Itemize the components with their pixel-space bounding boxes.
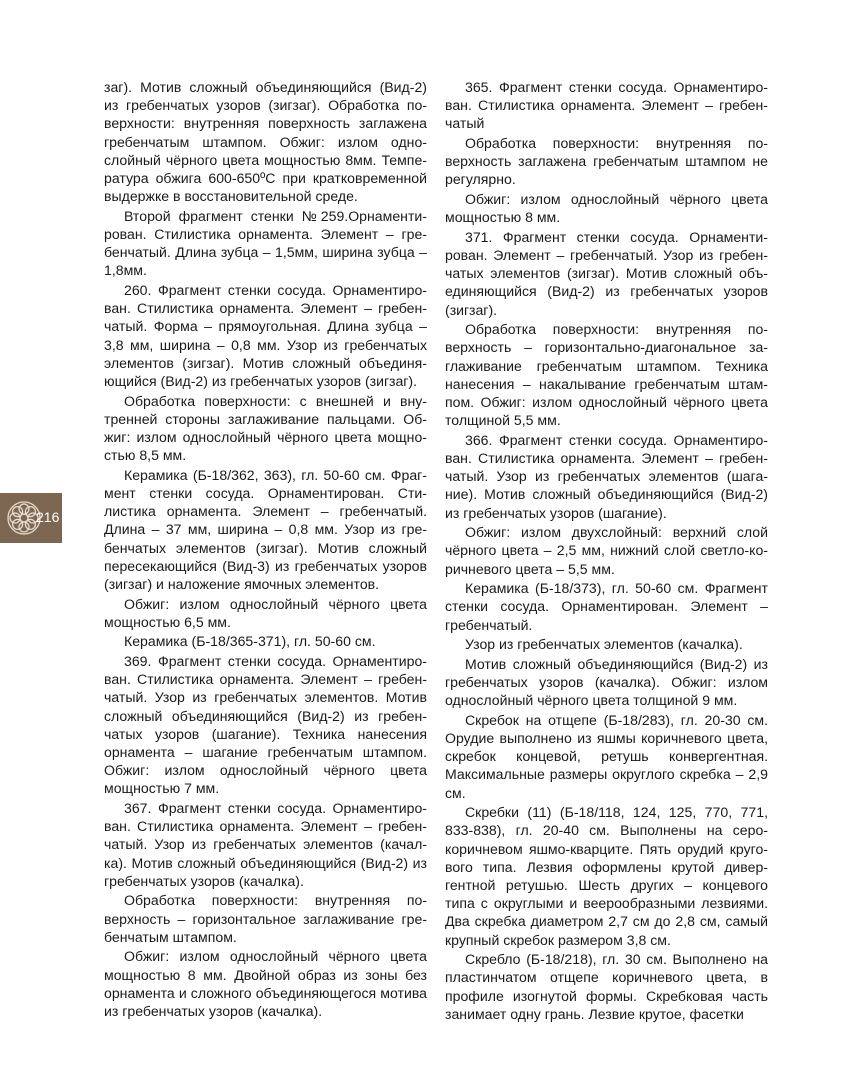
paragraph: Керамика (Б-18/362, 363), гл. 50-60 см. Фрагмент стенки сосуда. Орнаментирован. Стилистика орнамента. Элемент – гребенчатый. Длина – 37 мм, ширина – 0,8 мм. Узор из гребенчатых элементов (зигзаг). Мотив сложный пересекающийся (Вид-3) из гребенчатых узоров (зигзаг) и наложение ямочных элементов. [104, 466, 427, 593]
paragraph: 371. Фрагмент стенки сосуда. Орнаментирован. Элемент – гребенчатый. Узор из гребенчатых элементов (зигзаг). Мотив сложный объединяющийся (Вид-2) из гребенчатых узоров (зигзаг). [445, 228, 768, 318]
paragraph: 367. Фрагмент стенки сосуда. Орнаментирован. Стилистика орнамента. Элемент – гребенчатый. Узор из гребенчатых элементов (качалка). Мотив сложный объединяющийся (Вид-2) из гребенчатых узоров (качалка). [104, 800, 427, 889]
paragraph: 260. Фрагмент стенки сосуда. Орнаментирован. Стилистика орнамента. Элемент – гребенчатый. Форма – прямоугольная. Длина зубца – 3,8 мм, ширина – 0,8 мм. Узор из гребенчатых элементов (зигзаг). Мотив сложный объединяющийся (Вид-2) из гребенчатых узоров (зигзаг). [104, 282, 427, 390]
paragraph: Обработка поверхности: внутренняя поверхность – горизонтально-диагональное заглаживание гребенчатым штампом. Техника нанесения – накалывание гребенчатым штампом. Обжиг: излом однослойный чёрного цвета толщиной 5,5 мм. [445, 321, 768, 429]
paragraph: заг). Мотив сложный объединяющийся (Вид-2) из гребенчатых узоров (зигзаг). Обработка поверхности: внутренняя поверхность заглажена гребенчатым штампом. Обжиг: излом однослойный чёрного цвета мощностью 8мм. Температура обжига 600-650ºС при кратковременной выдержке в восстановительной среде. [104, 79, 427, 205]
paragraph: Обработка поверхности: внутренняя поверхность – горизонтальное заглаживание гребенчатым штампом. [104, 892, 427, 945]
paragraph: Второй фрагмент стенки №259.Орнаментирован. Стилистика орнамента. Элемент – гребенчатый. Длина зубца – 1,5мм, ширина зубца – 1,8мм. [104, 207, 427, 279]
paragraph: Обжиг: излом однослойный чёрного цвета мощностью 8 мм. Двойной образ из зоны без орнамента и сложного объединяющегося мотива из гребенчатых узоров (качалка). [104, 948, 427, 1020]
paragraph: Обработка поверхности: с внешней и внутренней стороны заглаживание пальцами. Обжиг: излом однослойный чёрного цвета мощностью 8,5 мм. [104, 392, 427, 464]
right-column [445, 78, 768, 1024]
paragraph: Обжиг: излом однослойный чёрного цвета мощностью 8 мм. [445, 191, 768, 226]
page-number-tab [0, 493, 62, 543]
paragraph: Обжиг: излом однослойный чёрного цвета мощностью 6,5 мм. [104, 595, 427, 630]
paragraph: Обжиг: излом двухслойный: верхний слой чёрного цвета – 2,5 мм, нижний слой светло-коричневого цвета – 5,5 мм. [445, 524, 768, 577]
paragraph: Керамика (Б-18/373), гл. 50-60 см. Фрагмент стенки сосуда. Орнаментирован. Элемент – гребенчатый. [445, 580, 768, 633]
paragraph: 365. Фрагмент стенки сосуда. Орнаментирован. Стилистика орнамента. Элемент – гребенчатый [445, 79, 768, 132]
page-number: 216 [36, 509, 60, 525]
left-column [104, 78, 427, 1022]
paragraph: Обработка поверхности: внутренняя поверхность заглажена гребенчатым штампом не регулярно. [445, 135, 768, 188]
paragraph: Керамика (Б-18/365-371), гл. 50-60 см. [124, 633, 376, 650]
paragraph: Узор из гребенчатых элементов (качалка). [465, 636, 743, 653]
paragraph: Мотив сложный объединяющийся (Вид-2) из гребенчатых узоров (качалка). Обжиг: излом однослойный чёрного цвета толщиной 9 мм. [445, 655, 768, 709]
paragraph: Скребок на отщепе (Б-18/283), гл. 20-30 см. Орудие выполнено из яшмы коричневого цвета, скребок концевой, ретушь конвергентная. Максимальные размеры округлого скребка – 2,9 см. [445, 711, 768, 801]
paragraph: Скребки (11) (Б-18/118, 124, 125, 770, 771, 833-838), гл. 20-40 см. Выполнены на серо-коричневом яшмо-кварците. Пять орудий кругового типа. Лезвия оформлены крутой дивергентной ретушью. Шесть других – концевого типа с округлыми и веерообразными лезвиями. Два скребка диаметром 2,7 см до 2,8 см, самый крупный скребок размером 3,8 см. [445, 804, 768, 948]
paragraph: 366. Фрагмент стенки сосуда. Орнаментирован. Стилистика орнамента. Элемент – гребенчатый. Узор из гребенчатых элементов (шагание). Мотив сложный объединяющийся (Вид-2) из гребенчатых узоров (шагание). [445, 431, 768, 521]
paragraph: Скребло (Б-18/218), гл. 30 см. Выполнено на пластинчатом отщепе коричневого цвета, в профиле изогнутой формы. Скребковая часть занимает одну грань. Лезвие крутое, фасетки [445, 951, 768, 1022]
paragraph: 369. Фрагмент стенки сосуда. Орнаментирован. Стилистика орнамента. Элемент – гребенчатый. Узор из гребенчатых элементов. Мотив сложный объединяющийся (Вид-2) из гребенчатых узоров (шагание). Техника нанесения орнамента – шагание гребенчатым штампом. Обжиг: излом однослойный чёрного цвета мощностью 7 мм. [104, 653, 427, 797]
